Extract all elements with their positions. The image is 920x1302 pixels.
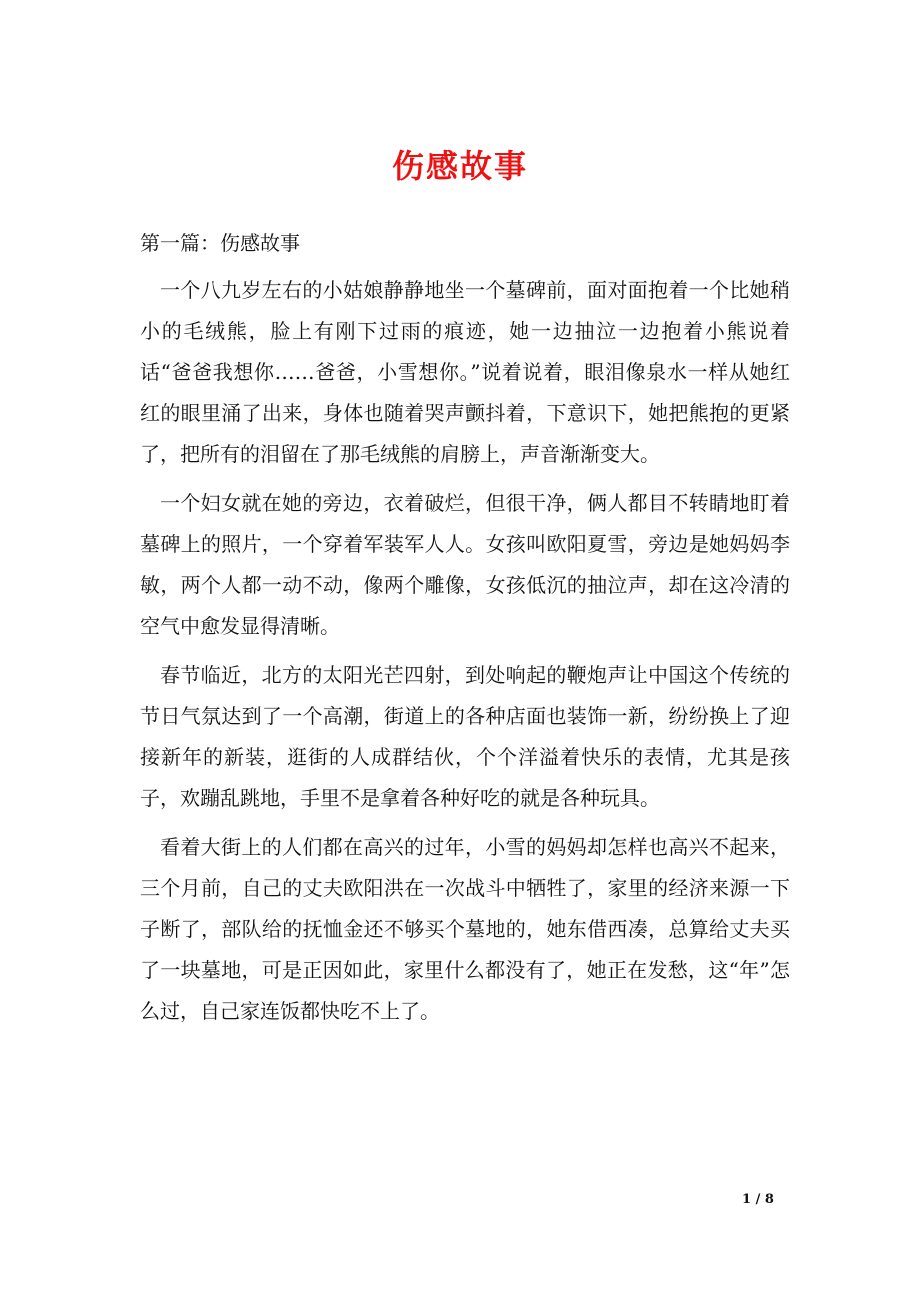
paragraph-2: 一个妇女就在她的旁边，衣着破烂，但很干净，俩人都目不转睛地盯着墓碑上的照片，一个穿着军装军人人。女孩叫欧阳夏雪，旁边是她妈妈李敏，两个人都一动不动，像两个雕像，女孩低沉的抽泣声，却在这冷清的空气中愈发显得清晰。 [140,491,790,638]
paragraph-3: 春节临近，北方的太阳光芒四射，到处响起的鞭炮声让中国这个传统的节日气氛达到了一个高潮，街道上的各种店面也装饰一新，纷纷换上了迎接新年的新装，逛街的人成群结伙，个个洋溢着快乐的表情，尤其是孩子，欢蹦乱跳地，手里不是拿着各种好吃的就是各种玩具。 [140,663,790,810]
paragraph-4: 看着大街上的人们都在高兴的过年，小雪的妈妈却怎样也高兴不起来，三个月前，自己的丈夫欧阳洪在一次战斗中牺牲了，家里的经济来源一下子断了，部队给的抚恤金还不够买个墓地的，她东借西凑，总算给丈夫买了一块墓地，可是正因如此，家里什么都没有了，她正在发愁，这“年”怎么过，自己家连饭都快吃不上了。 [140,835,790,1023]
section-heading: 第一篇：伤感故事 [140,231,300,255]
paragraph-1: 一个八九岁左右的小姑娘静静地坐一个墓碑前，面对面抱着一个比她稍小的毛绒熊，脸上有刚下过雨的痕迹，她一边抽泣一边抱着小熊说着话“爸爸我想你……爸爸，小雪想你。”说着说着，眼泪像泉水一样从她红红的眼里涌了出来，身体也随着哭声颤抖着，下意识下，她把熊抱的更紧了，把所有的泪留在了那毛绒熊的肩膀上，声音渐渐变大。 [140,278,790,466]
page-number: 1 / 8 [742,1192,774,1207]
document-body [140,224,790,1032]
document-title: 伤感故事 [391,147,528,185]
